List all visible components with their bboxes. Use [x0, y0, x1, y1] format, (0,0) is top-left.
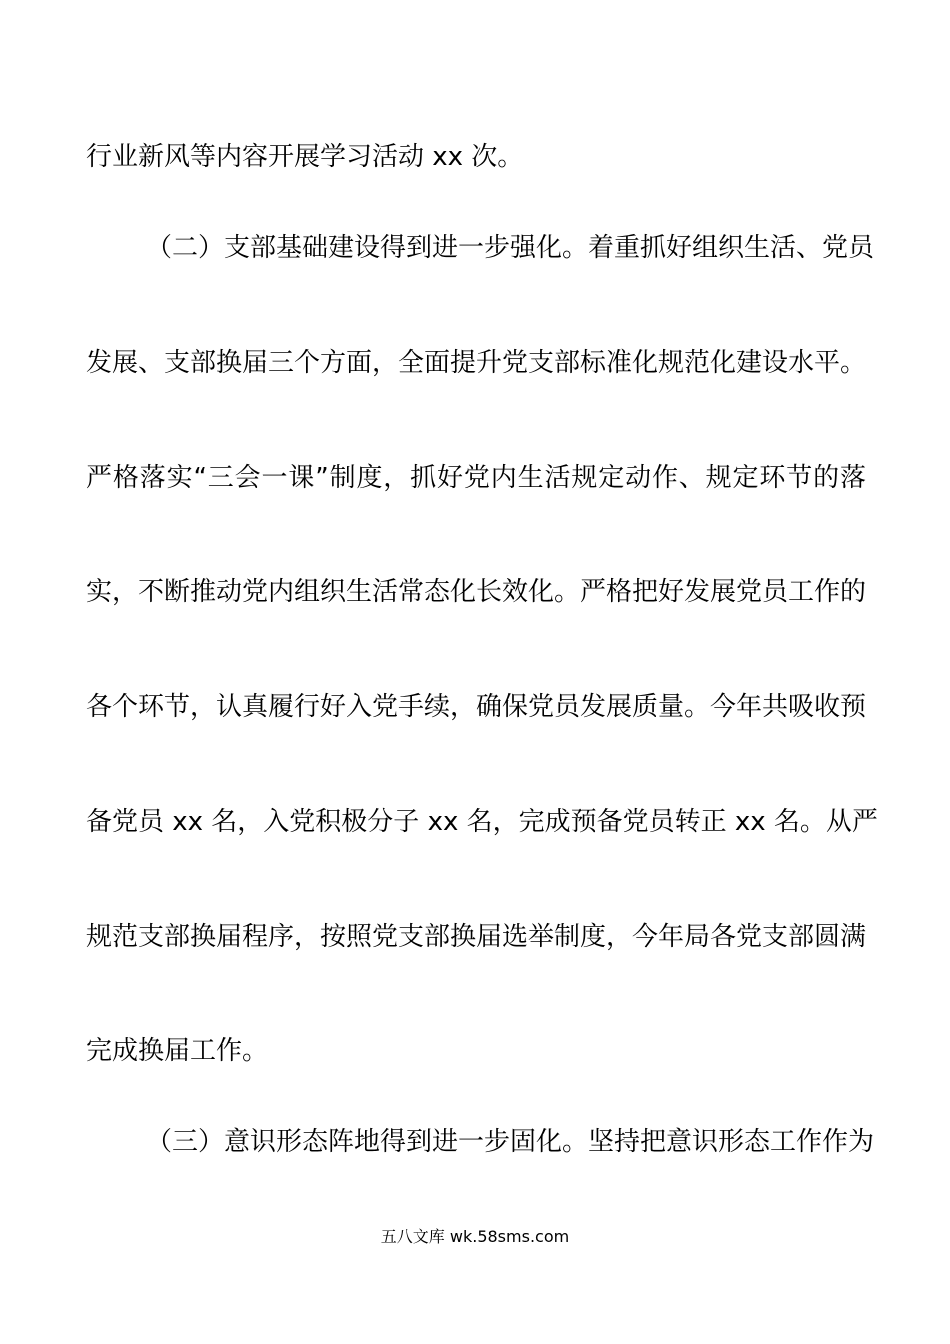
paragraph-line: 发展、支部换届三个方面，全面提升党支部标准化规范化建设水平。 — [86, 348, 867, 378]
paragraph-line: 备党员 xx 名，入党积极分子 xx 名，完成预备党员转正 xx 名。从严 — [86, 807, 878, 837]
paragraph-line: 完成换届工作。 — [86, 1036, 269, 1066]
paragraph-line: 严格落实“三会一课”制度，抓好党内生活规定动作、规定环节的落 — [86, 463, 866, 493]
section-heading-line: （二）支部基础建设得到进一步强化。着重抓好组织生活、党员 — [146, 233, 875, 263]
footer-watermark: 五八文库 wk.58sms.com — [380, 1227, 570, 1246]
paragraph-line: 各个环节，认真履行好入党手续，确保党员发展质量。今年共吸收预 — [86, 692, 867, 722]
paragraph-line: 行业新风等内容开展学习活动 xx 次。 — [86, 142, 524, 172]
paragraph-line: 实，不断推动党内组织生活常态化长效化。严格把好发展党员工作的 — [86, 577, 867, 607]
section-heading-line: （三）意识形态阵地得到进一步固化。坚持把意识形态工作作为 — [146, 1127, 875, 1157]
paragraph-line: 规范支部换届程序，按照党支部换届选举制度，今年局各党支部圆满 — [86, 922, 867, 952]
